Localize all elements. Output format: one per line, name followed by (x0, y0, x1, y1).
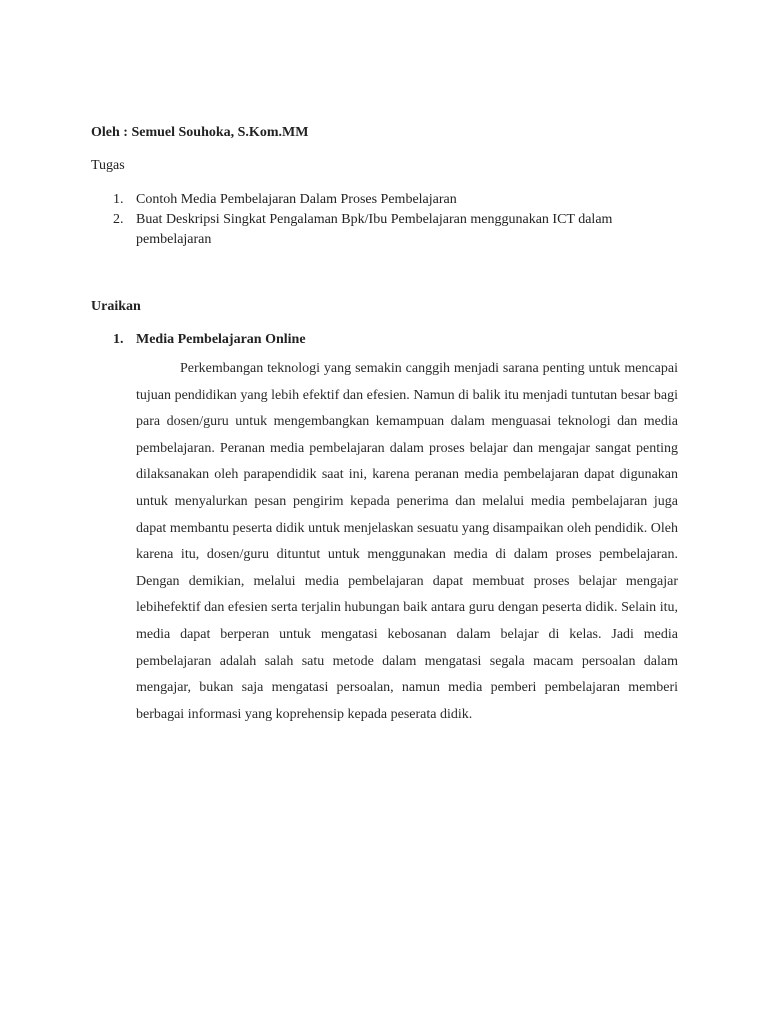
task-number: 2. (113, 212, 124, 227)
tugas-label: Tugas (91, 158, 125, 173)
task-item (113, 210, 673, 250)
subsection-title: Media Pembelajaran Online (136, 332, 306, 347)
section-title: Uraikan (91, 299, 141, 314)
body-paragraph: Perkembangan teknologi yang semakin canggih menjadi sarana penting untuk mencapai tujuan pendidikan yang lebih efektif dan efesien. Namun di balik itu menjadi tuntutan besar bagi para dosen/guru untuk mengembangkan kemampuan dalam menguasai teknologi dan media pembelajaran. Peranan media pembelajaran dalam proses belajar dan mengajar sangat penting dilaksanakan oleh parapendidik saat ini, karena peranan media pembelajaran dapat digunakan untuk menyalurkan pesan pengirim kepada penerima dan melalui media pembelajaran juga dapat membantu peserta didik untuk menjelaskan sesuatu yang disampaikan oleh pendidik. Oleh karena itu, dosen/guru dituntut untuk menggunakan media di dalam proses pembelajaran. Dengan demikian, melalui media pembelajaran dapat membuat proses belajar mengajar lebihefektif dan efesien serta terjalin hubungan baik antara guru dengan peserta didik. Selain itu, media dapat berperan untuk mengatasi kebosanan dalam belajar di kelas. Jadi media pembelajaran adalah salah satu metode dalam mengatasi segala macam persoalan dalam mengajar, bukan saja mengatasi persoalan, namun media pemberi pembelajaran memberi berbagai informasi yang koprehensip kepada peserata didik. (136, 361, 678, 722)
task-list (113, 190, 673, 250)
task-text: Contoh Media Pembelajaran Dalam Proses Pembelajaran (136, 192, 457, 207)
subsection-number: 1. (113, 332, 124, 347)
subsection-heading (113, 331, 306, 349)
author-line: Oleh : Semuel Souhoka, S.Kom.MM (91, 125, 309, 140)
task-item (113, 190, 673, 210)
task-number: 1. (113, 192, 124, 207)
task-text: Buat Deskripsi Singkat Pengalaman Bpk/Ibu Pembelajaran menggunakan ICT dalam pembelajaran (136, 212, 613, 247)
